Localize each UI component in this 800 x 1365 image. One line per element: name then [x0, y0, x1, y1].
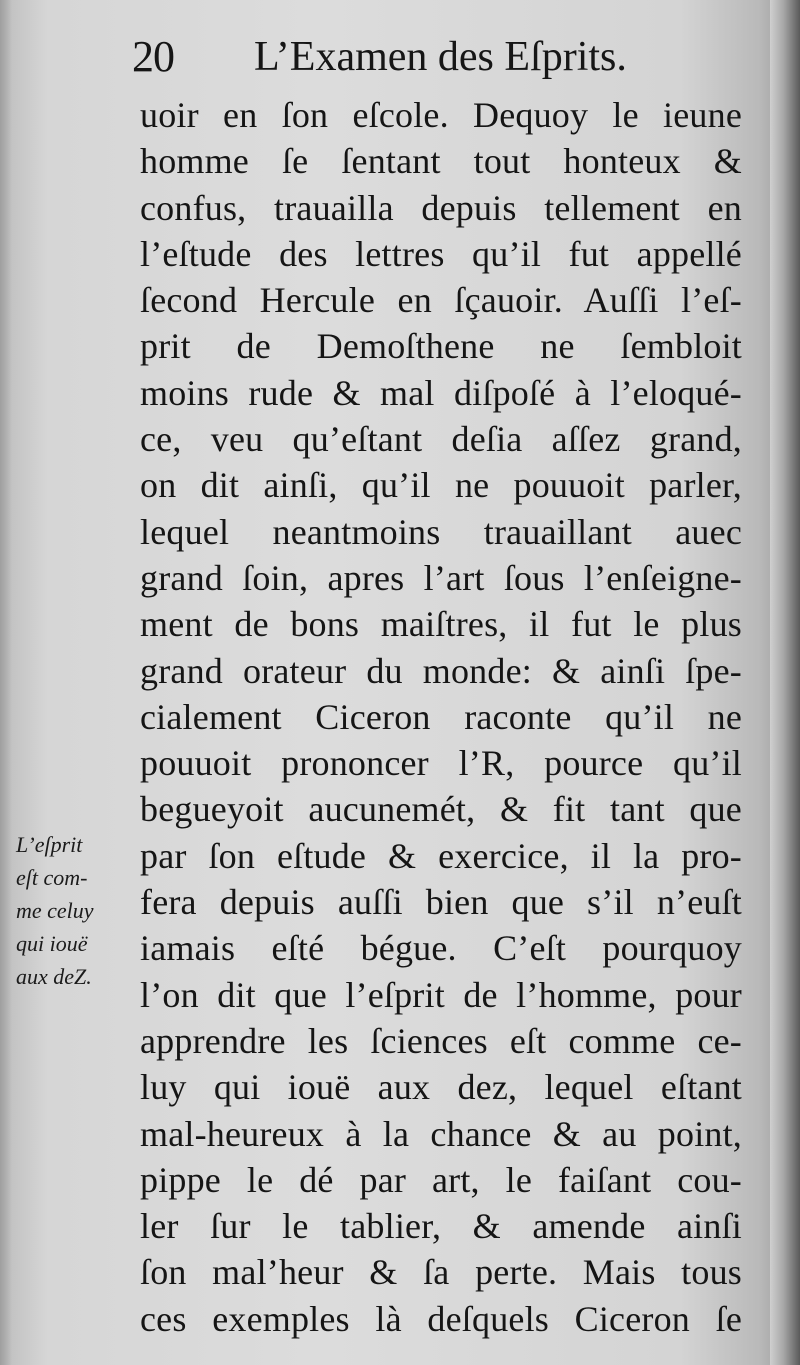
margin-note-line: aux deZ.	[16, 964, 92, 989]
text-line: prit de Demoſthene ne ſembloit	[140, 326, 742, 367]
text-line: apprendre les ſciences eſt comme ce-	[140, 1020, 742, 1061]
text-line: l’eſtude des lettres qu’il fut appellé	[140, 233, 742, 274]
text-line: lequel neantmoins trauaillant auec	[140, 511, 742, 552]
text-line: uoir en ſon eſcole. Dequoy le ieune	[140, 95, 742, 135]
text-line: ſecond Hercule en ſçauoir. Auſſi l’eſ-	[140, 280, 742, 321]
text-line: l’on dit que l’eſprit de l’homme, pour	[140, 974, 742, 1015]
text-line: iamais eſté bégue. C’eſt pourquoy	[140, 928, 742, 969]
margin-note-line: qui iouë	[16, 931, 88, 956]
page-header	[132, 30, 652, 88]
text-line: begueyoit aucunemét, & fit tant que	[140, 789, 742, 830]
page-number: 20	[132, 32, 174, 81]
text-line: grand orateur du monde: & ainſi ſpe-	[140, 650, 742, 691]
text-line: confus, trauailla depuis tellement en	[140, 187, 742, 228]
text-line: ment de bons maiſtres, il fut le plus	[140, 604, 742, 645]
text-line: mal-heureux à la chance & au point,	[140, 1113, 742, 1154]
text-line: par ſon eſtude & exercice, il la pro-	[140, 835, 742, 876]
margin-note-line: eſt com-	[16, 865, 88, 890]
text-line: ſon mal’heur & ſa perte. Mais tous	[140, 1252, 742, 1293]
text-line: on dit ainſi, qu’il ne pouuoit parler,	[140, 465, 742, 506]
text-line: ce, veu qu’eſtant deſia aſſez grand,	[140, 419, 742, 460]
margin-note	[16, 828, 134, 993]
text-line: ces exemples là deſquels Ciceron ſe	[140, 1298, 742, 1339]
text-line: grand ſoin, apres l’art ſous l’enſeigne-	[140, 557, 742, 598]
running-title: L’Examen des Eſprits.	[254, 34, 627, 80]
text-line: homme ſe ſentant tout honteux &	[140, 141, 742, 182]
page-left-edge	[0, 0, 12, 1365]
text-line: luy qui iouë aux dez, lequel eſtant	[140, 1067, 742, 1108]
text-line: pouuoit prononcer l’R, pource qu’il	[140, 743, 742, 784]
page-gutter-shadow	[770, 0, 800, 1365]
text-line: pippe le dé par art, le faiſant cou-	[140, 1159, 742, 1200]
margin-note-line: me celuy	[16, 898, 94, 923]
text-line: fera depuis auſſi bien que s’il n’euſt	[140, 882, 742, 923]
text-line: ler ſur le tablier, & amende ainſi	[140, 1206, 742, 1247]
margin-note-line: L’eſprit	[16, 832, 83, 857]
body-text	[140, 92, 742, 1342]
text-line: moins rude & mal diſpoſé à l’eloqué-	[140, 372, 742, 413]
text-line: cialement Ciceron raconte qu’il ne	[140, 696, 742, 737]
